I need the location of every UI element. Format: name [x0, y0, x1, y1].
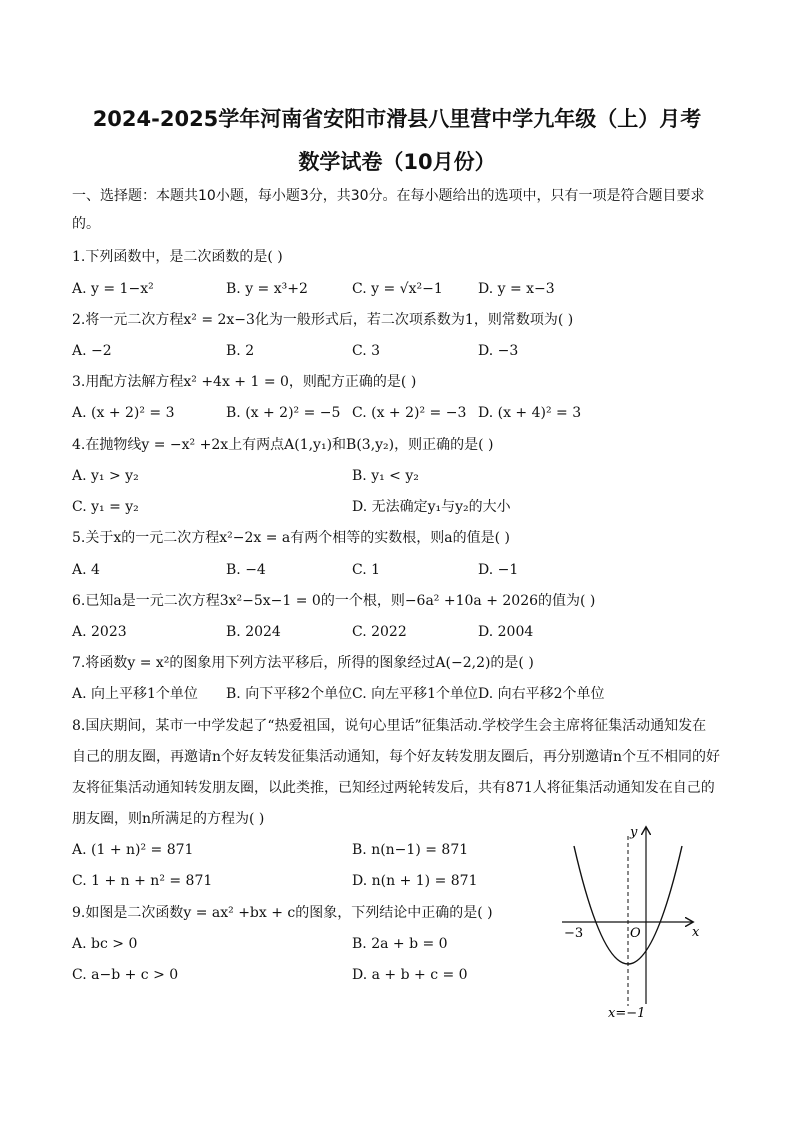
- q6-stem: 6.已知a是一元二次方程3x²−5x−1 = 0的一个根，则−6a² +10a + 2026的值为( ): [72, 593, 596, 609]
- q8-option-a: A. (1 + n)² = 871: [72, 842, 194, 858]
- q7-stem: 7.将函数y = x²的图象用下列方法平移后，所得的图象经过A(−2,2)的是( ): [72, 655, 534, 671]
- section-intro-line1: 一、选择题：本题共10小题，每小题3分，共30分。在每小题给出的选项中，只有一项是符合题目要求: [72, 188, 705, 204]
- q9-option-a: A. bc > 0: [72, 936, 138, 952]
- q9-stem: 9.如图是二次函数y = ax² +bx + c的图象，下列结论中正确的是( ): [72, 905, 493, 921]
- origin-label: O: [630, 926, 641, 941]
- q8-option-b: B. n(n−1) = 871: [352, 842, 469, 858]
- q6-option-b: B. 2024: [226, 624, 281, 640]
- parabola-curve: [574, 846, 682, 964]
- q2-option-a: A. −2: [72, 343, 112, 359]
- q2-option-d: D. −3: [478, 343, 519, 359]
- symmetry-axis-label: x=−1: [608, 1006, 646, 1020]
- exam-title-line2: 数学试卷（10月份）: [298, 150, 496, 174]
- q7-option-d: D. 向右平移2个单位: [478, 686, 605, 702]
- q9-option-d: D. a + b + c = 0: [352, 967, 468, 983]
- q4-option-b: B. y₁ < y₂: [352, 468, 419, 484]
- q3-option-d: D. (x + 4)² = 3: [478, 405, 582, 421]
- q8-stem-line3: 友将征集活动通知转发朋友圈，以此类推，已知经过两轮转发后，共有871人将征集活动通知发在自己的: [72, 780, 715, 796]
- q8-stem-line4: 朋友圈，则n所满足的方程为( ): [72, 811, 265, 827]
- root-label: −3: [564, 926, 584, 941]
- q7-option-b: B. 向下平移2个单位: [226, 686, 353, 702]
- q9-option-c: C. a−b + c > 0: [72, 967, 179, 983]
- q8-option-c: C. 1 + n + n² = 871: [72, 873, 213, 889]
- q7-option-a: A. 向上平移1个单位: [72, 686, 198, 702]
- q4-option-d: D. 无法确定y₁与y₂的大小: [352, 499, 511, 515]
- q1-option-c: C. y = √x²−1: [352, 281, 443, 297]
- q5-stem: 5.关于x的一元二次方程x²−2x = a有两个相等的实数根，则a的值是( ): [72, 530, 510, 546]
- q5-option-d: D. −1: [478, 562, 519, 578]
- q5-option-a: A. 4: [72, 562, 100, 578]
- section-intro-line2: 的。: [72, 216, 100, 232]
- q5-option-c: C. 1: [352, 562, 381, 578]
- q6-option-a: A. 2023: [72, 624, 127, 640]
- y-axis-label: y: [630, 825, 638, 840]
- q8-option-d: D. n(n + 1) = 871: [352, 873, 478, 889]
- q7-option-c: C. 向左平移1个单位: [352, 686, 479, 702]
- q9-parabola-figure: [556, 820, 716, 1020]
- q2-stem: 2.将一元二次方程x² = 2x−3化为一般形式后，若二次项系数为1，则常数项为( ): [72, 312, 574, 328]
- q3-option-c: C. (x + 2)² = −3: [352, 405, 467, 421]
- q9-option-b: B. 2a + b = 0: [352, 936, 448, 952]
- x-axis-label: x: [692, 925, 700, 940]
- exam-title-line1: 2024-2025学年河南省安阳市滑县八里营中学九年级（上）月考: [92, 107, 702, 131]
- q2-option-b: B. 2: [226, 343, 255, 359]
- q4-option-c: C. y₁ = y₂: [72, 499, 139, 515]
- q6-option-c: C. 2022: [352, 624, 407, 640]
- q6-option-d: D. 2004: [478, 624, 534, 640]
- q3-option-b: B. (x + 2)² = −5: [226, 405, 341, 421]
- q1-stem: 1.下列函数中，是二次函数的是( ): [72, 249, 283, 265]
- q4-stem: 4.在抛物线y = −x² +2x上有两点A(1,y₁)和B(3,y₂)，则正确的是( ): [72, 437, 494, 453]
- q1-option-d: D. y = x−3: [478, 281, 555, 297]
- q1-option-a: A. y = 1−x²: [72, 281, 154, 297]
- q3-stem: 3.用配方法解方程x² +4x + 1 = 0，则配方正确的是( ): [72, 374, 417, 390]
- q3-option-a: A. (x + 2)² = 3: [72, 405, 175, 421]
- q2-option-c: C. 3: [352, 343, 381, 359]
- q1-option-b: B. y = x³+2: [226, 281, 308, 297]
- q4-option-a: A. y₁ > y₂: [72, 468, 139, 484]
- q8-stem-line1: 8.国庆期间，某市一中学发起了“热爱祖国，说句心里话”征集活动.学校学生会主席将征集活动通知发在: [72, 718, 707, 734]
- q5-option-b: B. −4: [226, 562, 266, 578]
- q8-stem-line2: 自己的朋友圈，再邀请n个好友转发征集活动通知，每个好友转发朋友圈后，再分别邀请n个互不相同的好: [72, 749, 721, 765]
